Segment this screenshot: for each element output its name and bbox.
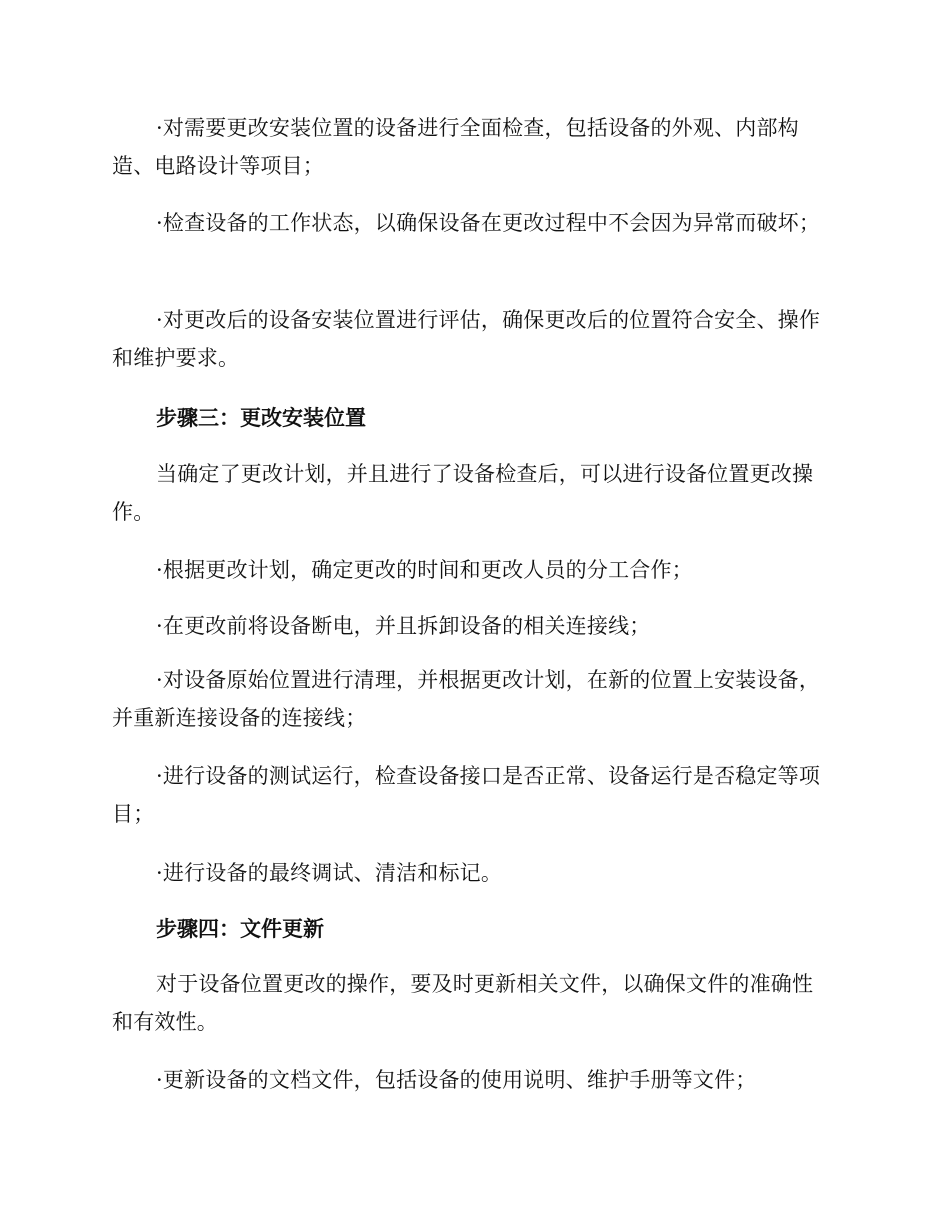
bullet-paragraph-check-working-state: ·检查设备的工作状态，以确保设备在更改过程中不会因为异常而破坏； <box>156 211 821 235</box>
bullet-paragraph-schedule: ·根据更改计划，确定更改的时间和更改人员的分工合作； <box>156 558 693 582</box>
bullet-paragraph-update-docs: ·更新设备的文档文件，包括设备的使用说明、维护手册等文件； <box>156 1068 757 1092</box>
bullet-paragraph-final-debug: ·进行设备的最终调试、清洁和标记。 <box>156 861 503 885</box>
bullet-paragraph-clean-and-install: ·对设备原始位置进行清理，并根据更改计划，在新的位置上安装设备，并重新连接设备的连接线； <box>112 668 821 730</box>
paragraph-change-operation-intro: 当确定了更改计划，并且进行了设备检查后，可以进行设备位置更改操作。 <box>112 462 814 524</box>
section-heading-step-four: 步骤四：文件更新 <box>156 917 324 941</box>
section-heading-step-three: 步骤三：更改安装位置 <box>156 406 366 430</box>
bullet-paragraph-power-off: ·在更改前将设备断电，并且拆卸设备的相关连接线； <box>156 614 651 638</box>
paragraph-file-update-intro: 对于设备位置更改的操作，要及时更新相关文件，以确保文件的准确性和有效性。 <box>112 972 814 1034</box>
bullet-paragraph-test-run: ·进行设备的测试运行，检查设备接口是否正常、设备运行是否稳定等项目； <box>112 764 821 826</box>
bullet-paragraph-inspect-equipment: ·对需要更改安装位置的设备进行全面检查，包括设备的外观、内部构造、电路设计等项目； <box>112 116 799 178</box>
bullet-paragraph-evaluate-position: ·对更改后的设备安装位置进行评估，确保更改后的位置符合安全、操作和维护要求。 <box>112 308 821 370</box>
